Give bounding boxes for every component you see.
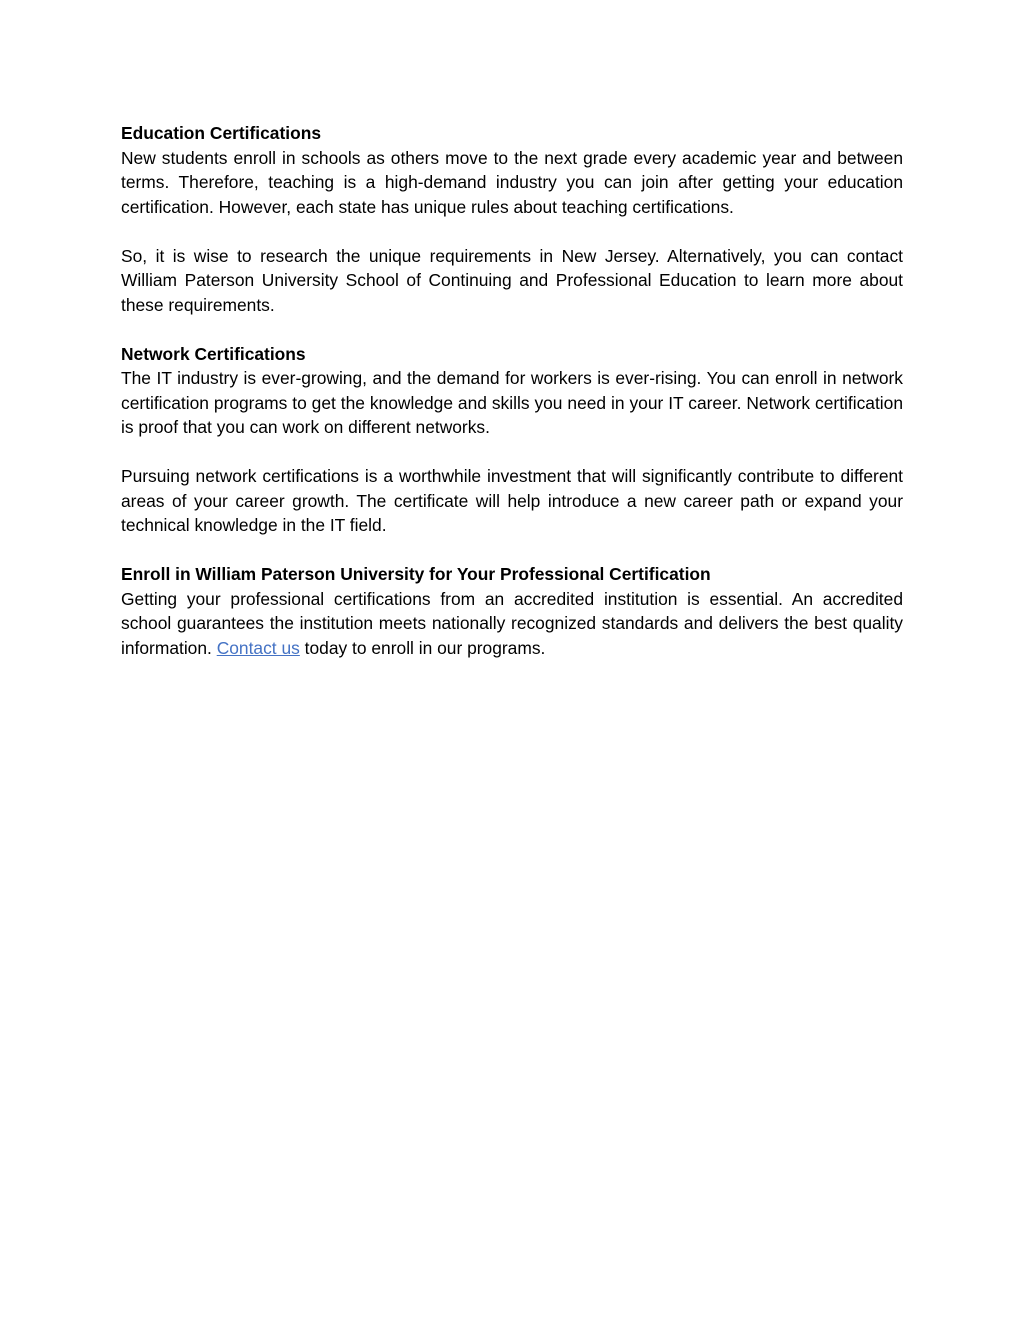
section-heading: Enroll in William Paterson University for Your Professional Certification [121, 564, 711, 584]
paragraph: The IT industry is ever-growing, and the demand for workers is ever-rising. You can enroll in network certification programs to get the knowledge and skills you need in your IT career. Network certification is proof that you can work on different networks. [121, 368, 903, 437]
paragraph: So, it is wise to research the unique requirements in New Jersey. Alternatively, you can contact William Paterson University School of Continuing and Professional Education to learn more about these requirements. [121, 245, 903, 315]
education-certifications-section [121, 121, 903, 219]
paragraph-text-after-link: today to enroll in our programs. [299, 637, 546, 658]
network-investment-section [121, 464, 903, 538]
section-heading: Education Certifications [121, 123, 322, 143]
paragraph [121, 587, 903, 661]
paragraph: Pursuing network certifications is a worthwhile investment that will significantly contribute to different areas of your career growth. The certificate will help introduce a new career path or expand your technical knowledge in the IT field. [121, 466, 903, 535]
enroll-section [121, 562, 903, 660]
education-requirements-section [121, 244, 903, 318]
section-heading: Network Certifications [121, 343, 306, 364]
network-certifications-section [121, 342, 903, 440]
contact-us-link[interactable]: Contact us [216, 637, 300, 658]
paragraph: New students enroll in schools as others move to the next grade every academic year and between terms. Therefore, teaching is a high-demand industry you can join after getting your education certification. However, each state has unique rules about teaching certifications. [121, 147, 903, 217]
paragraph-text-before-link: Getting your professional certifications from an accredited institution is essential. An accredited school guarantees the institution meets nationally recognized standards and delivers the best quality information. [121, 588, 903, 658]
document-page [121, 121, 903, 685]
